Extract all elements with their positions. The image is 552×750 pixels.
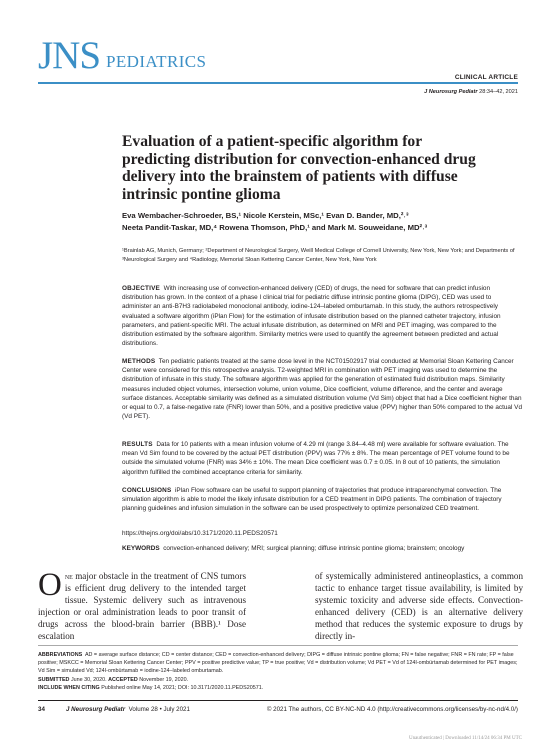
keywords-text: convection-enhanced delivery; MRI; surgical planning; diffuse intrinsic pontine glioma; brainstem; oncology — [163, 545, 465, 552]
download-watermark: Unauthenticated | Downloaded 11/14/24 06:34 PM UTC — [408, 736, 522, 741]
abstract-results — [122, 440, 522, 477]
footer-rule — [38, 700, 518, 701]
footnote-rule — [38, 645, 518, 646]
conclusions-text: iPlan Flow software can be useful to support planning of trajectories that produce intraparenchymal convection. The simulation algorithm is able to model the likely infusate distribution for a CED treatment in DIPG patients. The combination of trajectory planning guidelines and infusion simulation in the software can be used prospectively to optimize personalized CED treatment. — [122, 487, 502, 513]
footer-journal — [66, 706, 190, 713]
footnotes — [38, 651, 518, 692]
abstract-conclusions — [122, 486, 522, 514]
first-word-rest: ne — [64, 571, 73, 581]
footer-journal-name: J Neurosurg Pediatr — [66, 706, 126, 713]
copyright-notice: © 2021 The authors, CC BY-NC-ND 4.0 (http://creativecommons.org/licenses/by-nc-nd/4.0/) — [266, 706, 518, 713]
results-label: RESULTS — [122, 441, 153, 448]
citation-header — [424, 89, 518, 95]
body-right-text: of systemically administered antineoplastics, a common tactic to enhance target tissue availability, is limited by systemic toxicity and adverse side effects. Convection-enhanced delivery (CED) is an alternative delivery method that reduces the systemic exposure to drugs by directly in- — [315, 571, 523, 642]
article-title: Evaluation of a patient-specific algorithm for predicting distribution for convection-enhanced drug delivery into the brainstem of patients with diffuse intrinsic pontine glioma — [122, 133, 476, 203]
abbreviations-label: ABBREVIATIONS — [38, 652, 83, 658]
include-when-citing — [38, 684, 518, 692]
dates — [38, 676, 518, 684]
include-label: INCLUDE WHEN CITING — [38, 684, 100, 691]
author-list — [122, 210, 522, 234]
methods-text: Ten pediatric patients treated at the same dose level in the NCT01502917 trial conducted at Memorial Sloan Kettering Cancer Center were considered for this retrospective analysis. T2-weighted MRI in combination with PET imaging was used to determine the distribution of infusate in this study. The software algorithm was applied for the generation of estimated fluid distribution maps. Similarity measures included object volumes, intersection volume, union volume, Dice coefficient, volume difference, and the center and average surface distances. Acceptable similarity was defined as a simulated distribution volume (Vd Sim) object that had a Dice coefficient higher than or equal to 0.7, a false-negative rate (FNR) lower than 50%, and a positive predictive value (PPV) higher than 50% compared to the actual Vd (Vd PET). — [122, 358, 522, 421]
logo-jns: JNS — [38, 34, 101, 77]
keywords-label: KEYWORDS — [122, 545, 160, 552]
abbreviations-text: AD = average surface distance; CD = center distance; CED = convection-enhanced delivery; DIPG = diffuse intrinsic pontine glioma; FN = false negative; FNR = FN rate; FP = false positive; MSKCC = Memorial Sloan Kettering Cancer Center; PPV = positive predictive value; TP = true positive; Vd = distribution volume; Vd PET = Vd of 124I-ombürtamab determined for PET images; Vd Sim = simulated Vd; 124I-ombürtamab = iodine-124–labeled omburtamab. — [38, 652, 518, 675]
drop-cap: O — [38, 567, 62, 603]
include-text: Published online May 14, 2021; DOI: 10.3171/2020.11.PEDS20571. — [101, 684, 264, 691]
accepted-date: November 19, 2020. — [139, 676, 189, 683]
conclusions-label: CONCLUSIONS — [122, 487, 172, 494]
volume-pages-year: 28:34–42, 2021 — [477, 89, 518, 95]
article-type: CLINICAL ARTICLE — [454, 74, 518, 81]
abbreviations — [38, 651, 518, 676]
objective-text: With increasing use of convection-enhanced delivery (CED) of drugs, the need for software that can predict infusion distribution has grown. In the context of a phase I clinical trial for pediatric diffuse intrinsic pontine glioma (DIPG), CED was used to administer an anti-B7H3 radiolabeled monoclonal antibody, iodine-124–labeled omburtamab. In this study, the authors retrospectively evaluated a software algorithm (iPlan Flow) for the estimation of infusate distribution based on the planned catheter trajectory, infusion parameters, and patient-specific MRI. The actual infusate distribution, as determined on MRI and PET imaging, was compared to the distribution estimated by the software algorithm. Similarity metrics were used to quantify the agreement between predicted and actual distributions. — [122, 285, 501, 348]
logo-pediatrics: PEDIATRICS — [106, 52, 207, 71]
submitted-label: SUBMITTED — [38, 676, 70, 683]
accepted-label: ACCEPTED — [108, 676, 138, 683]
keywords — [122, 544, 522, 553]
body-column-right — [315, 570, 523, 643]
footer-volume: Volume 28 • July 2021 — [128, 706, 190, 713]
abstract-methods — [122, 357, 522, 421]
author-line-1: Eva Wembacher-Schroeder, BS,¹ Nicole Kerstein, MSc,¹ Evan D. Bander, MD,²˒³ — [122, 211, 409, 220]
header-rule — [38, 82, 518, 84]
journal-short: J Neurosurg Pediatr — [424, 89, 478, 95]
affiliations: ¹Brainlab AG, Munich, Germany; ²Department of Neurological Surgery, Weill Medical College of Cornell University, New York, New York; and Departments of ³Neurological Surgery and ⁴Radiology, Memorial Sloan Kettering Cancer Center, New York, New York — [122, 248, 515, 263]
body-column-left — [38, 567, 246, 643]
author-line-2: Neeta Pandit-Taskar, MD,⁴ Rowena Thomson, PhD,¹ and Mark M. Souweidane, MD²˒³ — [122, 223, 428, 232]
abstract-objective — [122, 284, 522, 348]
doi-link[interactable]: https://thejns.org/doi/abs/10.3171/2020.11.PEDS20571 — [122, 530, 278, 537]
results-text: Data for 10 patients with a mean infusion volume of 4.29 ml (range 3.84–4.48 ml) were available for software evaluation. The mean Vd Sim found to be covered by the actual PET distribution (PPV) was 77% ± 8%. The mean percentage of PET volume found to be outside the simulated volume (FNR) was 34% ± 10%. The mean Dice coefficient was 0.7 ± 0.05. In 8 out of 10 patients, the simulation algorithm fulfilled the combined acceptance criteria for similarity. — [122, 441, 510, 476]
page-number: 34 — [38, 706, 45, 713]
body-left-text: major obstacle in the treatment of CNS tumors is efficient drug delivery to the intended target tissue. Systemic delivery such as intravenous injection or oral administration leads to poor transit of drugs across the blood-brain barrier (BBB).¹ Dose escalation — [38, 571, 246, 642]
objective-label: OBJECTIVE — [122, 285, 161, 292]
methods-label: METHODS — [122, 358, 156, 365]
submitted-date: June 30, 2020. — [70, 676, 107, 683]
